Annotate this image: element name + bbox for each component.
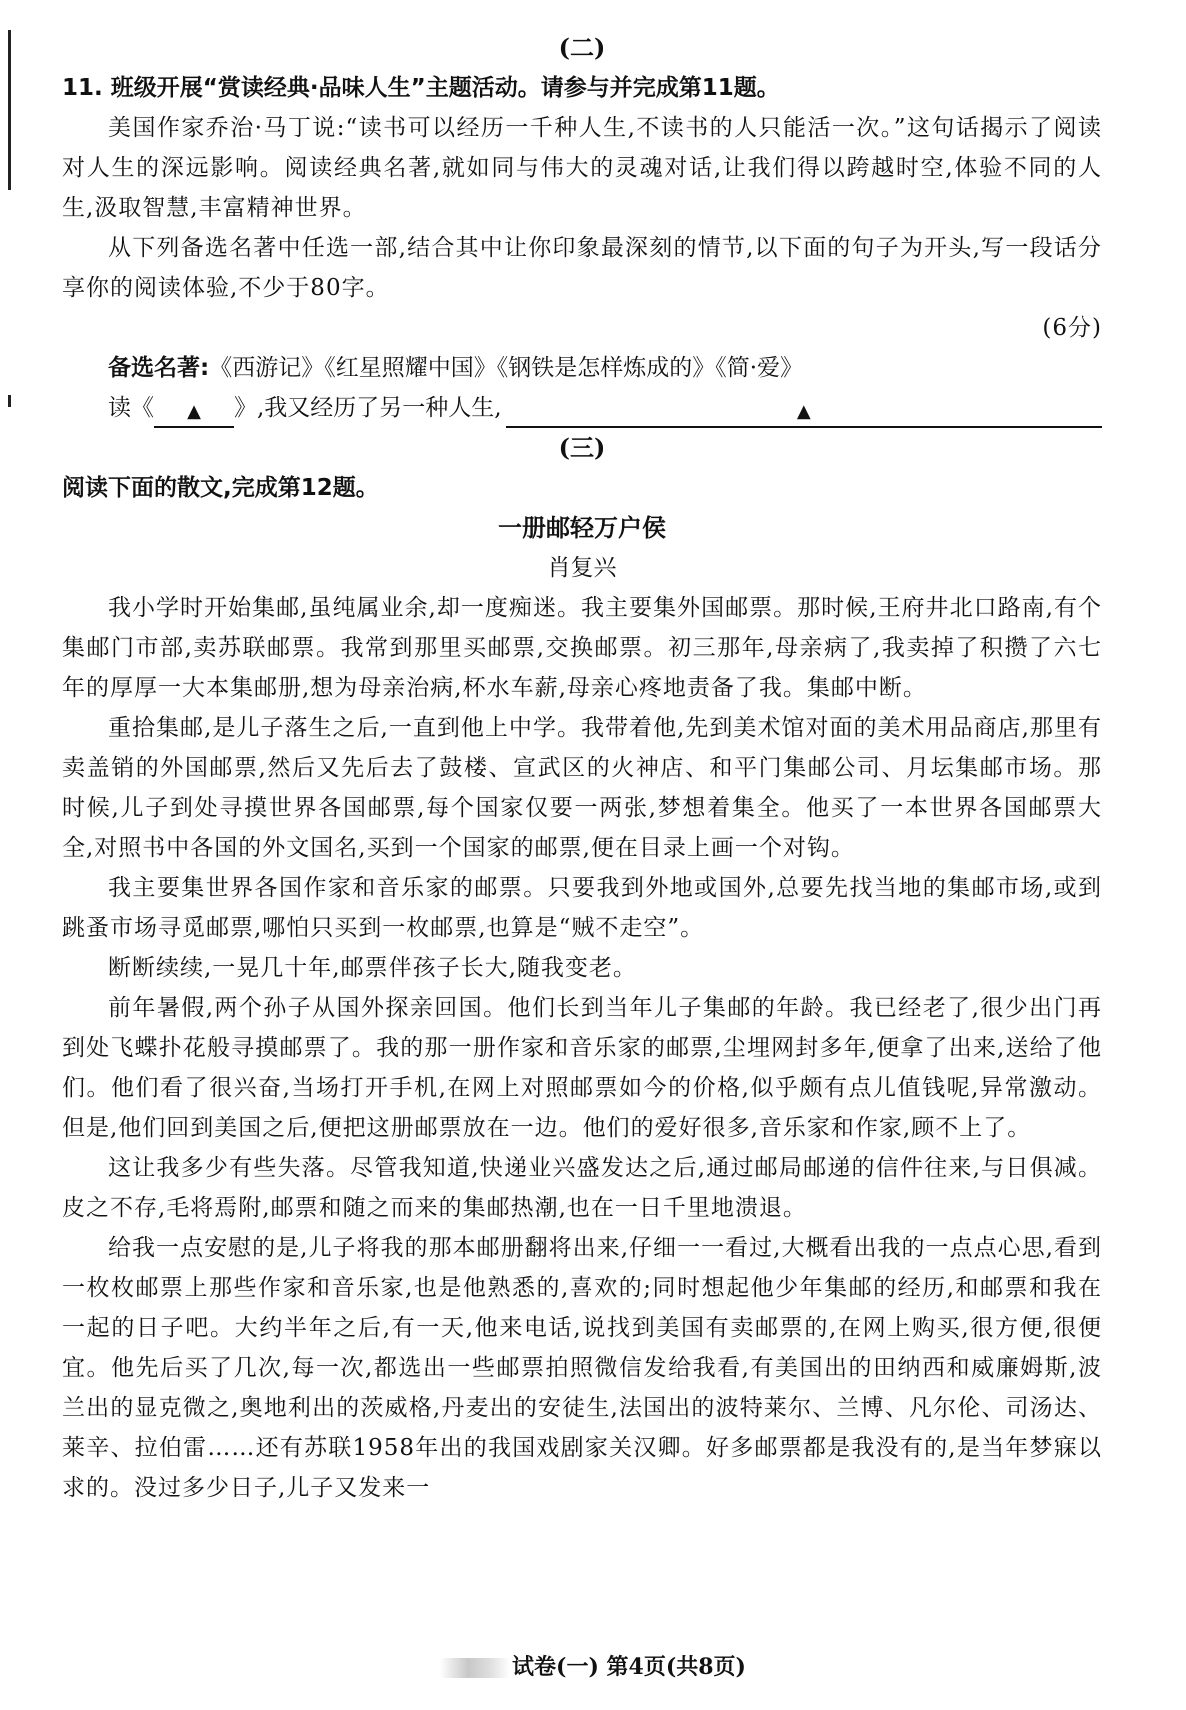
essay-paragraph: 断断续续,一晃几十年,邮票伴孩子长大,随我变老。	[108, 955, 637, 981]
essay-paragraph: 前年暑假,两个孙子从国外探亲回国。他们长到当年儿子集邮的年龄。我已经老了,很少出门再到处飞蝶扑花般寻摸邮票了。我的那一册作家和音乐家的邮票,尘埋网封多年,便拿了出来,送给了他们。他们看了很兴奋,当场打开手机,在网上对照邮票如今的价格,似乎颇有点儿值钱呢,异常激动。但是,他们回到美国之后,便把这册邮票放在一边。他们的爱好很多,音乐家和作家,顾不上了。	[62, 995, 1102, 1141]
page-number: 试卷(一) 第4页(共8页)	[512, 1654, 746, 1680]
essay-body	[62, 588, 1102, 1508]
book-options-list: 《西游记》《红星照耀中国》《钢铁是怎样炼成的》《简·爱》	[209, 355, 804, 381]
essay-paragraph: 我小学时开始集邮,虽纯属业余,却一度痴迷。我主要集外国邮票。那时候,王府井北口路南,有个集邮门市部,卖苏联邮票。我常到那里买邮票,交换邮票。初三那年,母亲病了,我卖掉了积攒了六七年的厚厚一大本集邮册,想为母亲治病,杯水车薪,母亲心疼地责备了我。集邮中断。	[62, 595, 1102, 701]
margin-rule-top	[8, 30, 11, 190]
section-3-heading: (三)	[558, 433, 606, 462]
triangle-icon: ▲	[796, 401, 811, 422]
essay-paragraph: 给我一点安慰的是,儿子将我的那本邮册翻将出来,仔细一一看过,大概看出我的一点点心思,看到一枚枚邮票上那些作家和音乐家,也是他熟悉的,喜欢的;同时想起他少年集邮的经历,和邮票和我在一起的日子吧。大约半年之后,有一天,他来电话,说找到美国有卖邮票的,在网上购买,很方便,很便宜。他先后买了几次,每一次,都选出一些邮票拍照微信发给我看,有美国出的田纳西和威廉姆斯,波兰出的显克微之,奥地利出的茨威格,丹麦出的安徒生,法国出的波特莱尔、兰博、凡尔伦、司汤达、莱辛、拉伯雷……还有苏联1958年出的我国戏剧家关汉卿。好多邮票都是我没有的,是当年梦寐以求的。没过多少日子,儿子又发来一	[62, 1235, 1102, 1501]
question-11-task: 从下列备选名著中任选一部,结合其中让你印象最深刻的情节,以下面的句子为开头,写一段话分享你的阅读体验,不少于80字。	[62, 235, 1102, 301]
essay-author: 肖复兴	[547, 555, 617, 581]
section-2-heading: (二)	[558, 33, 606, 62]
answer-line	[62, 388, 1102, 428]
question-12-instruction: 阅读下面的散文,完成第12题。	[62, 475, 379, 501]
book-title-blank[interactable]	[154, 394, 234, 428]
essay-title: 一册邮轻万户侯	[498, 514, 666, 542]
exam-page	[62, 28, 1102, 1508]
page-footer	[0, 1650, 1186, 1681]
smudge-mark	[440, 1658, 510, 1678]
answer-blank[interactable]	[506, 394, 1102, 428]
book-options	[62, 348, 1102, 388]
answer-prefix: 读《	[108, 395, 154, 421]
essay-paragraph: 这让我多少有些失落。尽管我知道,快递业兴盛发达之后,通过邮局邮递的信件往来,与日俱减。皮之不存,毛将焉附,邮票和随之而来的集邮热潮,也在一日千里地溃退。	[62, 1155, 1102, 1221]
score-row	[62, 308, 1102, 348]
question-11: 11. 班级开展“赏读经典·品味人生”主题活动。请参与并完成第11题。	[62, 75, 780, 101]
triangle-icon: ▲	[187, 401, 201, 422]
score-label: (6分)	[1042, 315, 1102, 341]
question-11-intro: 美国作家乔治·马丁说:“读书可以经历一千种人生,不读书的人只能活一次。”这句话揭示了阅读对人生的深远影响。阅读经典名著,就如同与伟大的灵魂对话,让我们得以跨越时空,体验不同的人生,汲取智慧,丰富精神世界。	[62, 115, 1102, 221]
book-options-label: 备选名著:	[108, 355, 210, 381]
margin-rule-mark	[8, 395, 11, 407]
answer-mid-text: 》,我又经历了另一种人生,	[234, 395, 502, 421]
essay-paragraph: 重拾集邮,是儿子落生之后,一直到他上中学。我带着他,先到美术馆对面的美术用品商店,那里有卖盖销的外国邮票,然后又先后去了鼓楼、宣武区的火神店、和平门集邮公司、月坛集邮市场。那时候,儿子到处寻摸世界各国邮票,每个国家仅要一两张,梦想着集全。他买了一本世界各国邮票大全,对照书中各国的外文国名,买到一个国家的邮票,便在目录上画一个对钩。	[62, 715, 1102, 861]
essay-paragraph: 我主要集世界各国作家和音乐家的邮票。只要我到外地或国外,总要先找当地的集邮市场,或到跳蚤市场寻觅邮票,哪怕只买到一枚邮票,也算是“贼不走空”。	[62, 875, 1102, 941]
